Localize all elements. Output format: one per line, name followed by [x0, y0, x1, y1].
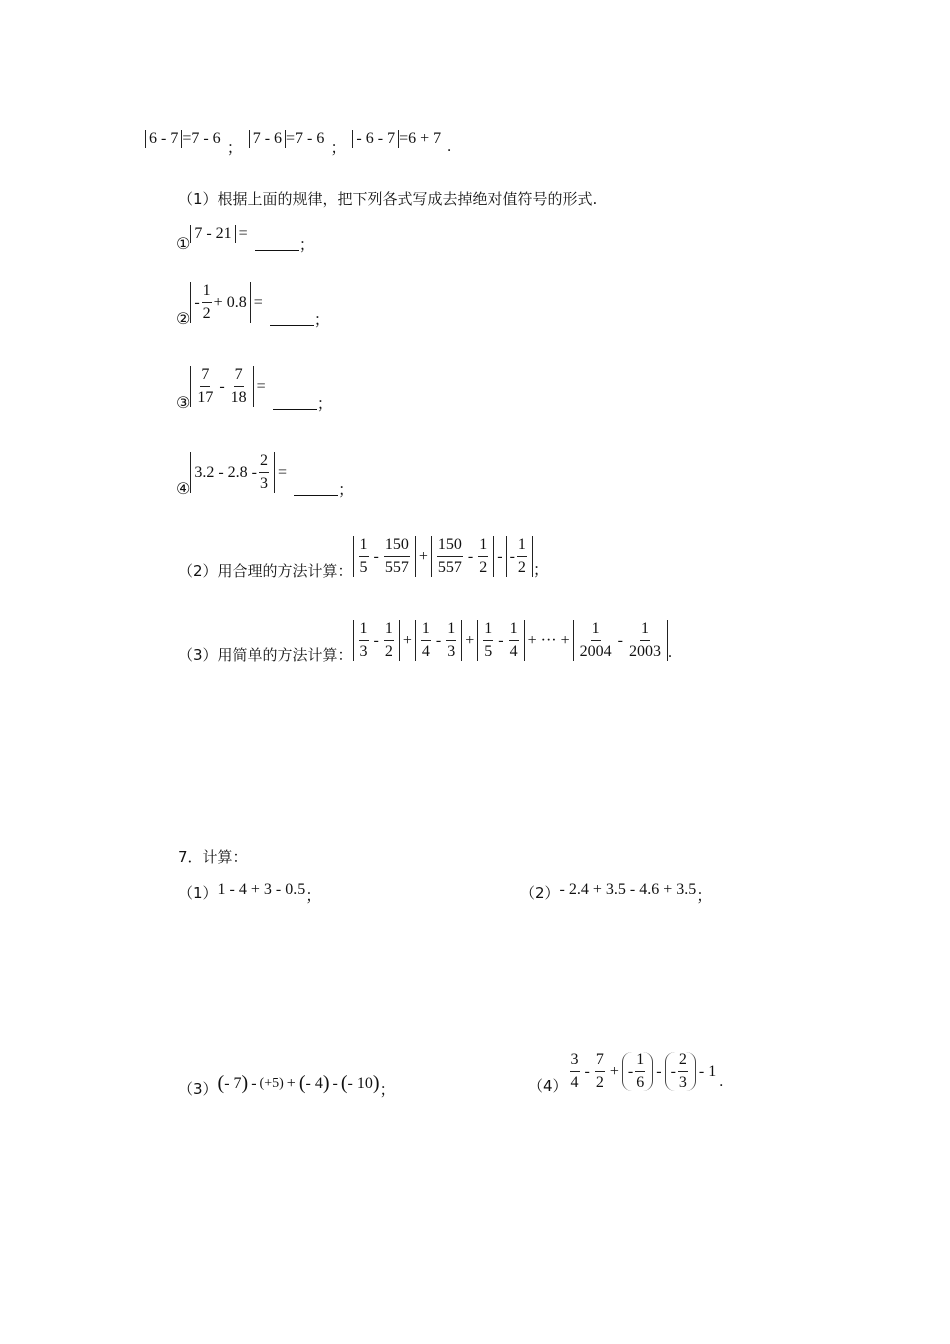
- fraction: $\frac{1}{4}$: [509, 620, 518, 660]
- part3: （3）用简单的方法计算： $\frac{1}{3}$ - $\frac{1}{2}$ + $\frac{1}{4}$ - $\frac{1}{3}$ + $\frac{1}{5}$ - $\frac{1}{4}$ + ··· + $\frac{1}{2004}$ - $\frac{1}{2003}$ .: [178, 620, 672, 664]
- answer-blank[interactable]: [273, 395, 317, 410]
- fraction: $\frac{1}{2}$: [517, 536, 526, 576]
- q7-title: 7．计算：: [178, 848, 248, 866]
- fraction: $\frac{1}{2003}$: [628, 620, 661, 660]
- abs-expr: $\frac{150}{557}$ - $\frac{1}{2}$: [431, 536, 494, 577]
- abs-expr: $\frac{1}{4}$ - $\frac{1}{3}$: [415, 620, 462, 661]
- fraction: $\frac{7}{18}$: [230, 366, 247, 406]
- answer-blank[interactable]: [270, 311, 314, 326]
- abs-expr: 7 - 21: [190, 225, 235, 243]
- answer-blank[interactable]: [294, 481, 338, 496]
- intro-line: 6 - 7 =7 - 6 ； 7 - 6 =7 - 6 ； - 6 - 7 =6 + 7 .: [145, 127, 451, 150]
- abs-expr: 6 - 7: [145, 130, 182, 148]
- q7-c: （3） ( - 7 ) - ( +5 ) + ( - 4 ) - ( - 10 ) ；: [178, 1072, 396, 1099]
- paren-group: - $\frac{2}{3}$: [665, 1052, 696, 1091]
- q7-b: （2） - 2.4 + 3.5 - 4.6 + 3.5 ；: [520, 880, 713, 905]
- fraction: $\frac{1}{2}$: [479, 536, 488, 576]
- abs-expr: 7 - 6: [249, 130, 286, 148]
- fraction: $\frac{7}{17}$: [197, 366, 214, 406]
- fraction: $\frac{1}{6}$: [636, 1051, 645, 1091]
- part1-label: （1）根据上面的规律，把下列各式写成去掉绝对值符号的形式.: [178, 190, 598, 208]
- abs-expr: - 6 - 7: [352, 130, 399, 148]
- fraction: $\frac{1}{2}$: [384, 620, 393, 660]
- abs-expr: - $\frac{1}{2}$ + 0.8: [190, 282, 250, 323]
- abs-expr: $\frac{1}{3}$ - $\frac{1}{2}$: [353, 620, 400, 661]
- paren-group: - $\frac{1}{6}$: [622, 1052, 653, 1091]
- item-1: ① 7 - 21 = ；: [176, 224, 315, 254]
- fraction: $\frac{150}{557}$: [437, 536, 462, 576]
- item-3: ③ $\frac{7}{17}$ - $\frac{7}{18}$ = ；: [176, 366, 333, 413]
- fraction: $\frac{1}{3}$: [447, 620, 456, 660]
- abs-expr: $\frac{1}{5}$ - $\frac{150}{557}$: [353, 536, 416, 577]
- fraction: $\frac{1}{5}$: [484, 620, 493, 660]
- answer-blank[interactable]: [255, 236, 299, 251]
- item-4: ④ 3.2 - 2.8 - $\frac{2}{3}$ = ；: [176, 452, 355, 499]
- abs-expr: $\frac{1}{5}$ - $\frac{1}{4}$: [477, 620, 524, 661]
- abs-expr: $\frac{1}{2004}$ - $\frac{1}{2003}$: [573, 620, 668, 661]
- abs-expr: $\frac{7}{17}$ - $\frac{7}{18}$: [190, 366, 253, 407]
- abs-expr: 3.2 - 2.8 - $\frac{2}{3}$: [190, 452, 275, 493]
- item-2: ② - $\frac{1}{2}$ + 0.8 = ；: [176, 282, 330, 329]
- fraction: $\frac{2}{3}$: [678, 1051, 687, 1091]
- fraction: $\frac{1}{5}$: [359, 536, 368, 576]
- fraction: $\frac{1}{2004}$: [579, 620, 612, 660]
- abs-expr: - $\frac{1}{2}$: [506, 536, 533, 577]
- part2: （2）用合理的方法计算： $\frac{1}{5}$ - $\frac{150}{557}$ + $\frac{150}{557}$ - $\frac{1}{2}$ - - $\frac{1}{2}$ ；: [178, 536, 549, 580]
- fraction: $\frac{3}{4}$: [570, 1051, 579, 1091]
- fraction: $\frac{1}{2}$: [202, 282, 211, 322]
- q7-a: （1） 1 - 4 + 3 - 0.5 ；: [178, 880, 322, 905]
- fraction: $\frac{1}{3}$: [359, 620, 368, 660]
- q7-d: （4） $\frac{3}{4}$ - $\frac{7}{2}$ + - $\frac{1}{6}$ - - $\frac{2}{3}$ - 1 .: [528, 1051, 724, 1095]
- fraction: $\frac{7}{2}$: [595, 1051, 604, 1091]
- fraction: $\frac{1}{4}$: [421, 620, 430, 660]
- fraction: $\frac{150}{557}$: [384, 536, 409, 576]
- fraction: $\frac{2}{3}$: [260, 452, 268, 492]
